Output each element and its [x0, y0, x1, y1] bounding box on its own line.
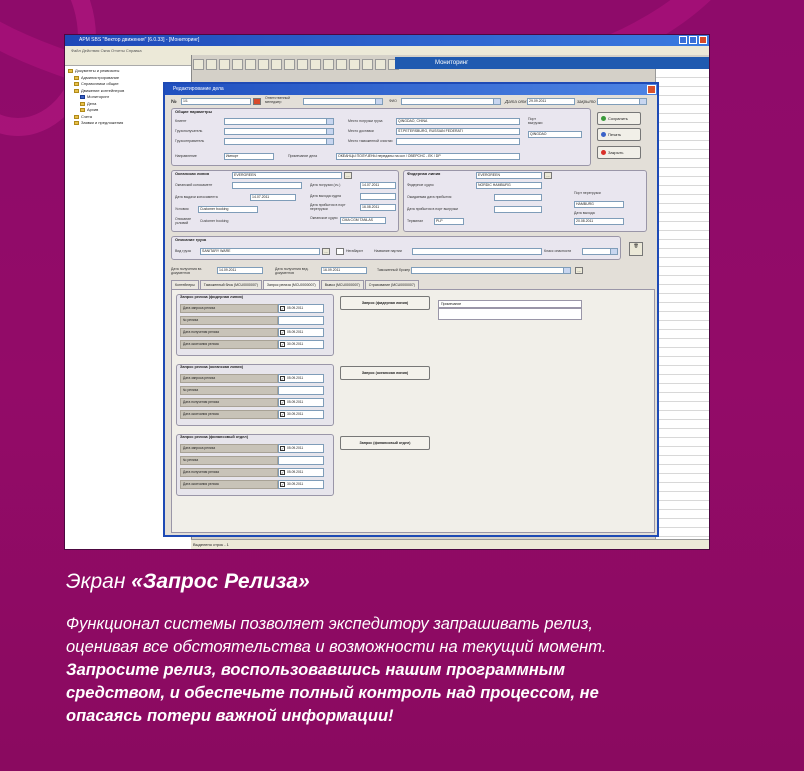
- monitor-panel-title: Мониторинг: [395, 57, 709, 69]
- grid-row: [656, 411, 710, 420]
- folder-icon: [74, 82, 79, 86]
- broker-button[interactable]: ...: [575, 267, 583, 274]
- release-group-title: Запрос релиза (фидерная линия): [180, 295, 244, 299]
- release-row-label: № релиза: [180, 316, 278, 325]
- toolbar-button[interactable]: [310, 59, 321, 70]
- dialog-close-icon[interactable]: [647, 85, 656, 94]
- status-bar: Выделено строк - 1: [191, 539, 709, 549]
- release-date-field[interactable]: [278, 316, 324, 325]
- grid-row: [656, 456, 710, 465]
- release-row-label: Дата получения релиза: [180, 468, 278, 477]
- release-row-label: Дата окончания релиза: [180, 410, 278, 419]
- maximize-button[interactable]: [689, 36, 697, 44]
- terminal-field[interactable]: PLP: [434, 218, 464, 225]
- toolbar-button[interactable]: [232, 59, 243, 70]
- trash-icon[interactable]: 🗑: [629, 242, 643, 256]
- description-line-3: Запросите релиз, воспользовавшись нашим программным: [66, 661, 566, 679]
- release-date-field[interactable]: [278, 468, 324, 477]
- grid-row: [656, 69, 710, 78]
- grid-row: [656, 483, 710, 492]
- terms2-label: Описание условий: [175, 217, 192, 225]
- tree-item-label: Справочники общие: [81, 81, 119, 86]
- grid-row: [656, 222, 710, 231]
- load-date-label: Дата погрузки (сч.): [310, 183, 341, 187]
- tree-item-label: Администрирование: [81, 74, 120, 80]
- docs-date1-field[interactable]: 14.09.2011: [217, 267, 263, 274]
- danger-label: Класс опасности: [544, 249, 572, 253]
- feeder-line-button[interactable]: ...: [544, 172, 552, 179]
- arrive-port-label: Дата прибытия в порт выгрузки: [407, 207, 458, 211]
- grid-row: [656, 213, 710, 222]
- release-date-field[interactable]: [278, 456, 324, 465]
- tree-item-label: Заявки и предложения: [81, 120, 124, 125]
- arrive-exp-field[interactable]: [494, 194, 542, 201]
- release-date-field[interactable]: [278, 410, 324, 419]
- feeder-port-label: Порт перегрузки: [574, 191, 601, 195]
- conosament-label: Океанский коносамент: [175, 183, 213, 187]
- release-row-label: № релиза: [180, 386, 278, 395]
- grid-row: [656, 474, 710, 483]
- feeder-out-label: Дата выхода: [574, 211, 595, 215]
- manager-field[interactable]: [303, 98, 383, 105]
- docs-date1-label: Дата получения вх. документов: [171, 267, 203, 275]
- description-line-1: Функционал системы позволяет экспедитору запрашивать релиз,: [66, 615, 593, 633]
- grid-row: [656, 240, 710, 249]
- toolbar-button[interactable]: [245, 59, 256, 70]
- release-date-value: 30.09.2011: [287, 342, 304, 346]
- client-label: Клиент: [175, 119, 187, 123]
- folder-icon: [68, 69, 73, 73]
- description-line-2: оценивая все обстоятельства и возможности на текущий момент.: [66, 638, 607, 656]
- conosament-field[interactable]: [232, 182, 302, 189]
- grid-row: [656, 321, 710, 330]
- release-row-label: Дата запроса релиза: [180, 374, 278, 383]
- release-date-value: 05.09.2011: [287, 446, 304, 450]
- grid-row: [656, 384, 710, 393]
- port-unload-label: Порт выгрузки: [528, 117, 543, 125]
- grid-row: [656, 204, 710, 213]
- arrive-label: Дата прибытия в порт перегрузки: [310, 203, 346, 211]
- case-number-icon[interactable]: [253, 98, 261, 105]
- closed-label: закрыто: [577, 99, 596, 104]
- screen-caption: [66, 570, 310, 594]
- ocean-line-field[interactable]: EVERGREEN: [232, 172, 342, 179]
- grid-row: [656, 393, 710, 402]
- feeder-line-group: [403, 170, 647, 232]
- grid-row: [656, 294, 710, 303]
- checkbox-icon[interactable]: ✓: [281, 342, 285, 347]
- release-date-field[interactable]: [278, 374, 324, 383]
- grid-row: [656, 105, 710, 114]
- grid-row: [656, 285, 710, 294]
- note-field[interactable]: ОКЕАНЦЫ ПОЛУЧЕНЫ переданы на скл / OBEPCHC - EK / DP: [336, 153, 520, 160]
- tree-toolbar: [65, 55, 191, 66]
- release-row-label: Дата получения релиза: [180, 398, 278, 407]
- release-date-field[interactable]: [278, 304, 324, 313]
- checkbox-icon[interactable]: ✓: [281, 376, 285, 381]
- port-unload-field[interactable]: QINGDAO: [528, 131, 582, 138]
- cargo-type-field[interactable]: SANITARY WARE: [200, 248, 320, 255]
- party-label: Название партии: [374, 249, 402, 253]
- toolbar-button[interactable]: [284, 59, 295, 70]
- arrive-field[interactable]: 16.08.2011: [360, 204, 396, 211]
- close-button[interactable]: [699, 36, 707, 44]
- release-date-value: 05.09.2011: [287, 470, 304, 474]
- grid-row: [656, 330, 710, 339]
- dialog-tab[interactable]: Контейнеры: [171, 280, 199, 290]
- sender-field[interactable]: [224, 138, 334, 145]
- cargo-type-label: Вид груза: [175, 249, 191, 253]
- print-button[interactable]: Печать: [597, 128, 641, 141]
- arrive-port-field[interactable]: [494, 206, 542, 213]
- grid-row: [656, 366, 710, 375]
- toolbar-button[interactable]: [219, 59, 230, 70]
- grid-row: [656, 258, 710, 267]
- grid-row: [656, 348, 710, 357]
- receiver-field[interactable]: [224, 128, 334, 135]
- ocean-line-title: Океанская линия: [175, 171, 210, 176]
- docs-date2-label: Дата получения вед. документов: [275, 267, 309, 275]
- toolbar-button[interactable]: [349, 59, 360, 70]
- sender-label: Грузоотправитель: [175, 139, 205, 143]
- toolbar-button[interactable]: [271, 59, 282, 70]
- grid-row: [656, 492, 710, 501]
- release-tab-body: [171, 289, 655, 533]
- cargo-type-button[interactable]: ...: [322, 248, 330, 255]
- grid-row: [656, 429, 710, 438]
- broker-label: Таможенный брокер: [377, 268, 411, 272]
- grid-row: [656, 357, 710, 366]
- vessel-label: Океанское судно: [310, 216, 338, 220]
- app-screenshot: [64, 34, 710, 550]
- out-date-label: Дата выхода судна: [310, 194, 341, 198]
- grid-row: [656, 195, 710, 204]
- oversize-label: Негабарит: [346, 249, 363, 253]
- grid-row: [656, 447, 710, 456]
- app-window-title: АРМ SBS "Вектор движения" [6.0.33] - [Мониторинг]: [79, 37, 200, 43]
- toolbar-button[interactable]: [297, 59, 308, 70]
- cargo-title: Описание груза: [175, 237, 207, 242]
- tree-item-label: Мониторинг: [87, 94, 110, 99]
- grid-row: [656, 402, 710, 411]
- arrive-exp-label: Ожидаемая дата прибытия: [407, 195, 452, 199]
- fio-field[interactable]: [401, 98, 501, 105]
- tree-item-label: Архив: [87, 107, 99, 112]
- monitor-grid: [655, 69, 710, 539]
- grid-row: [656, 303, 710, 312]
- release-group-title: Запрос релиза (океанская линия): [180, 365, 243, 369]
- vessel-field[interactable]: CMA CGM TANLAS: [340, 217, 386, 224]
- conosament-date-field[interactable]: 14.07.2011: [250, 194, 296, 201]
- direction-label: Направление: [175, 154, 197, 158]
- closed-date-field[interactable]: [597, 98, 647, 105]
- notes-header: Примечание: [438, 300, 582, 308]
- toolbar-button[interactable]: [193, 59, 204, 70]
- delivery-place-field[interactable]: ST.PETERSBURG, RUSSIAN FEDERATI: [396, 128, 520, 135]
- terms2-value: Customer booking: [200, 219, 229, 223]
- release-row-label: Дата запроса релиза: [180, 304, 278, 313]
- direction-field[interactable]: Импорт: [224, 153, 274, 160]
- release-date-value: 05.09.2011: [287, 330, 304, 334]
- release-date-value: 05.09.2011: [287, 306, 304, 310]
- release-date-field[interactable]: [278, 386, 324, 395]
- monitor-icon: [80, 95, 85, 99]
- release-date-field[interactable]: [278, 480, 324, 489]
- save-button[interactable]: Сохранить: [597, 112, 641, 125]
- grid-row: [656, 420, 710, 429]
- release-request-button[interactable]: Запрос (океанская линия): [340, 366, 430, 380]
- load-place-label: Место погрузки груза: [348, 119, 383, 123]
- terms-label: Условия: [175, 207, 189, 211]
- dialog-tab[interactable]: Запрос релиза (МСU0000007): [263, 280, 320, 290]
- fio-label: ФИО: [389, 99, 397, 103]
- date-open-label: Дата отк: [505, 99, 527, 104]
- grid-row: [656, 150, 710, 159]
- folder-icon: [80, 102, 85, 106]
- release-row-label: Дата получения релиза: [180, 328, 278, 337]
- grid-row: [656, 339, 710, 348]
- manager-label: Ответственный менеджер: [265, 96, 290, 104]
- release-date-field[interactable]: [278, 340, 324, 349]
- grid-row: [656, 159, 710, 168]
- description-line-5: опасаясь потери важной информации!: [66, 707, 394, 725]
- danger-field[interactable]: [582, 248, 618, 255]
- checkbox-icon[interactable]: ✓: [281, 446, 285, 451]
- terms-field[interactable]: Customer booking: [198, 206, 258, 213]
- dialog-tab[interactable]: Таможенный блок (МСU0000007): [200, 280, 262, 290]
- folder-icon: [74, 76, 79, 80]
- oversize-checkbox[interactable]: [336, 248, 344, 255]
- general-params-title: Общие параметры: [175, 109, 213, 114]
- checkbox-icon[interactable]: ✓: [281, 470, 285, 475]
- release-request-group: [176, 364, 334, 426]
- toolbar-button[interactable]: [362, 59, 373, 70]
- toolbar-button[interactable]: [323, 59, 334, 70]
- terminal-label: Терминал: [407, 219, 424, 223]
- release-row-label: Дата окончания релиза: [180, 480, 278, 489]
- grid-row: [656, 276, 710, 285]
- minimize-button[interactable]: [679, 36, 687, 44]
- toolbar-button[interactable]: [375, 59, 386, 70]
- grid-row: [656, 177, 710, 186]
- feeder-vessel-field[interactable]: NORDIC HAMBURG: [476, 182, 542, 189]
- tree-item-label: Движение контейнеров: [81, 87, 125, 93]
- receiver-label: Грузополучатель: [175, 129, 203, 133]
- grid-row: [656, 87, 710, 96]
- date-open-field[interactable]: 29.09.2011: [527, 98, 575, 105]
- checkbox-icon[interactable]: ✓: [281, 330, 285, 335]
- note-label: Примечание дела: [288, 154, 318, 158]
- dialog-title: Редактирование дела: [165, 84, 657, 95]
- release-date-value: 05.09.2011: [287, 400, 304, 404]
- grid-row: [656, 114, 710, 123]
- delivery-place-label: Место доставки: [348, 129, 374, 133]
- load-date-field[interactable]: 14.07.2011: [360, 182, 396, 189]
- grid-row: [656, 519, 710, 528]
- out-date-field[interactable]: [360, 193, 396, 200]
- clearance-place-label: Место таможенной очистки: [348, 139, 393, 143]
- caption-title: «Запрос Релиза»: [131, 570, 310, 593]
- release-request-button[interactable]: Запрос (фидерная линия): [340, 296, 430, 310]
- ocean-line-button[interactable]: ...: [344, 172, 352, 179]
- folder-icon: [80, 108, 85, 112]
- dialog-tab[interactable]: Страхование (МСU0000007): [365, 280, 419, 290]
- checkbox-icon[interactable]: ✓: [281, 482, 285, 487]
- release-date-field[interactable]: [278, 328, 324, 337]
- checkbox-icon[interactable]: ✓: [281, 412, 285, 417]
- grid-row: [656, 375, 710, 384]
- grid-row: [656, 132, 710, 141]
- release-date-value: 05.09.2011: [287, 376, 304, 380]
- grid-row: [656, 465, 710, 474]
- grid-row: [656, 96, 710, 105]
- description-line-4: средством, и обеспечьте полный контроль над процессом, не: [66, 684, 599, 702]
- release-group-title: Запрос релиза (финансовый отдел): [180, 435, 248, 439]
- release-row-label: № релиза: [180, 456, 278, 465]
- grid-row: [656, 231, 710, 240]
- edit-case-dialog: [163, 82, 659, 537]
- folder-icon: [74, 115, 79, 119]
- grid-row: [656, 168, 710, 177]
- release-date-field[interactable]: [278, 398, 324, 407]
- caption-prefix: Экран: [66, 570, 132, 593]
- grid-row: [656, 438, 710, 447]
- load-place-field[interactable]: QINGDAO, CHINA: [396, 118, 520, 125]
- app-title-bar: [65, 35, 709, 46]
- feeder-port-field[interactable]: HAMBURG: [574, 201, 624, 208]
- grid-row: [656, 528, 710, 537]
- release-request-group: [176, 294, 334, 356]
- app-menu-bar[interactable]: Файл Действия Окна Отчеты Справка: [65, 46, 709, 55]
- grid-row: [656, 267, 710, 276]
- cargo-group: [171, 236, 621, 260]
- party-field[interactable]: [412, 248, 542, 255]
- general-params-group: [171, 108, 591, 166]
- grid-row: [656, 312, 710, 321]
- ocean-line-group: [171, 170, 399, 232]
- notes-field[interactable]: [438, 308, 582, 320]
- client-field[interactable]: [224, 118, 334, 125]
- release-row-label: Дата запроса релиза: [180, 444, 278, 453]
- checkbox-icon[interactable]: ✓: [281, 306, 285, 311]
- toolbar-button[interactable]: [258, 59, 269, 70]
- tree-item-label: Документы и реквизиты: [75, 68, 120, 73]
- clearance-place-field[interactable]: [396, 138, 520, 145]
- feeder-out-field[interactable]: 20.08.2011: [574, 218, 624, 225]
- feeder-line-field[interactable]: EVERGREEN: [476, 172, 542, 179]
- checkbox-icon[interactable]: ✓: [281, 400, 285, 405]
- grid-row: [656, 141, 710, 150]
- grid-row: [656, 186, 710, 195]
- conosament-date-label: Дата выдачи коносамента: [175, 195, 218, 199]
- release-row-label: Дата окончания релиза: [180, 340, 278, 349]
- close-dialog-button[interactable]: Закрыть: [597, 146, 641, 159]
- toolbar-button[interactable]: [206, 59, 217, 70]
- release-date-value: 30.09.2011: [287, 482, 304, 486]
- tree-item-label: Счета: [81, 113, 93, 119]
- grid-row: [656, 123, 710, 132]
- tree-item-label: Дела: [87, 100, 97, 106]
- grid-row: [656, 501, 710, 510]
- case-number-label: №: [171, 99, 177, 105]
- grid-row: [656, 510, 710, 519]
- grid-row: [656, 78, 710, 87]
- toolbar-button[interactable]: [336, 59, 347, 70]
- folder-icon: [74, 89, 79, 93]
- dialog-tab[interactable]: Вывоз (МСU0000007): [321, 280, 364, 290]
- folder-icon: [74, 121, 79, 125]
- release-request-button[interactable]: Запрос (финансовый отдел): [340, 436, 430, 450]
- release-date-value: 30.09.2011: [287, 412, 304, 416]
- release-date-field[interactable]: [278, 444, 324, 453]
- docs-date2-field[interactable]: 16.09.2011: [321, 267, 367, 274]
- case-number-field[interactable]: 1/1: [181, 98, 251, 105]
- feeder-line-title: Фидерная линия: [407, 171, 441, 176]
- release-request-group: [176, 434, 334, 496]
- grid-row: [656, 249, 710, 258]
- broker-field[interactable]: [411, 267, 571, 274]
- feeder-vessel-label: Фидерное судно: [407, 183, 434, 187]
- description-text: [66, 613, 756, 728]
